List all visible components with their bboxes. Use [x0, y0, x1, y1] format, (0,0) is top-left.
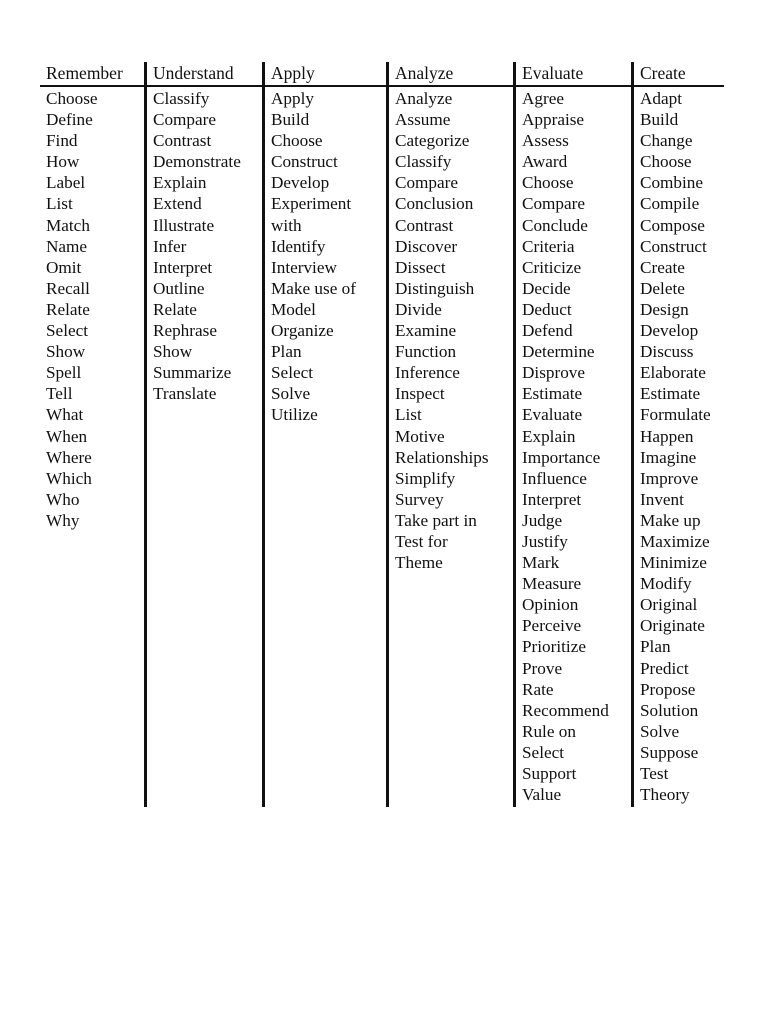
list-item: Estimate	[522, 384, 583, 404]
list-item: Solve	[640, 721, 680, 741]
list-item: Model	[271, 299, 316, 319]
verb-table	[40, 62, 724, 807]
list-item: Build	[271, 110, 310, 130]
list-item: Why	[46, 510, 80, 530]
list-item: Compare	[522, 194, 586, 214]
list-item: How	[46, 152, 80, 172]
list-item: Survey	[395, 489, 444, 509]
list-item: Recall	[46, 278, 90, 298]
list-item: Determine	[522, 342, 595, 362]
list-item: Deduct	[522, 299, 572, 319]
column-separator	[386, 62, 389, 807]
list-item: Outline	[153, 278, 205, 298]
list-item: Who	[46, 489, 80, 509]
list-item: Change	[640, 131, 693, 151]
list-item: Recommend	[522, 700, 609, 720]
column-separator	[631, 62, 634, 807]
list-item: Relate	[46, 299, 90, 319]
list-item: Experiment	[271, 194, 352, 214]
column-list	[46, 88, 98, 531]
list-item: List	[46, 194, 73, 214]
list-item: Make use of	[271, 278, 356, 298]
list-item: Discuss	[640, 342, 694, 362]
list-item: Analyze	[395, 89, 453, 108]
list-item: Create	[640, 257, 685, 277]
list-item: Conclusion	[395, 194, 474, 214]
list-item: Estimate	[640, 384, 701, 404]
list-item: Rule on	[522, 721, 576, 741]
list-item: Function	[395, 342, 457, 362]
list-item: Motive	[395, 426, 445, 446]
list-item: Predict	[640, 658, 689, 678]
list-item: Divide	[395, 299, 442, 319]
list-item: Interpret	[153, 257, 213, 277]
list-item: Interview	[271, 257, 337, 277]
list-item: Choose	[522, 173, 574, 193]
column-separator	[513, 62, 516, 807]
list-item: Value	[522, 785, 562, 805]
list-item: Match	[46, 215, 90, 235]
list-item: Omit	[46, 257, 82, 277]
column-list	[153, 88, 241, 404]
list-item: Modify	[640, 574, 692, 594]
column-evaluate	[513, 62, 631, 807]
list-item: Develop	[640, 321, 699, 341]
list-item: Solution	[640, 700, 699, 720]
list-item: Apply	[271, 89, 314, 108]
list-item: Suppose	[640, 742, 699, 762]
list-item: Identify	[271, 236, 326, 256]
list-item: Support	[522, 764, 577, 783]
list-item: Choose	[640, 152, 692, 172]
list-item: Build	[640, 110, 679, 130]
list-item: Disprove	[522, 363, 586, 383]
list-item: Mark	[522, 553, 560, 573]
column-header: Create	[640, 63, 686, 83]
list-item: Select	[522, 742, 564, 762]
column-list	[640, 88, 711, 805]
list-item: Test	[640, 764, 669, 783]
list-item: Discover	[395, 236, 458, 256]
list-item: Combine	[640, 173, 704, 193]
list-item: Criticize	[522, 257, 582, 277]
list-item: Classify	[153, 89, 210, 108]
list-item: Award	[522, 152, 568, 172]
list-item: Select	[271, 363, 313, 383]
list-item: Define	[46, 110, 93, 130]
column-list	[271, 88, 356, 426]
list-item: Conclude	[522, 215, 588, 235]
list-item: Design	[640, 299, 689, 319]
list-item: Choose	[46, 89, 98, 108]
list-item: Compare	[153, 110, 217, 130]
list-item: Choose	[271, 131, 323, 151]
list-item: Make up	[640, 510, 701, 530]
list-item: List	[395, 405, 422, 425]
list-item: Relate	[153, 299, 197, 319]
list-item: Distinguish	[395, 278, 475, 298]
list-item: Translate	[153, 384, 217, 404]
list-item: Infer	[153, 236, 187, 256]
list-item: Theme	[395, 553, 443, 573]
list-item: Simplify	[395, 468, 456, 488]
list-item: Tell	[46, 384, 73, 404]
list-item: Extend	[153, 194, 202, 214]
list-item: Agree	[522, 89, 564, 108]
list-item: Inference	[395, 363, 460, 383]
list-item: Find	[46, 131, 78, 151]
column-understand	[144, 62, 262, 807]
column-header: Apply	[271, 63, 315, 83]
list-item: Contrast	[395, 215, 454, 235]
list-item: Spell	[46, 363, 82, 383]
list-item: Label	[46, 173, 86, 193]
list-item: Decide	[522, 278, 571, 298]
column-create	[631, 62, 724, 807]
list-item: Classify	[395, 152, 452, 172]
list-item: Compare	[395, 173, 459, 193]
list-item: Rephrase	[153, 321, 217, 341]
list-item: Invent	[640, 489, 684, 509]
list-item: Name	[46, 236, 88, 256]
column-header: Analyze	[395, 63, 454, 83]
column-list	[522, 88, 609, 805]
list-item: Summarize	[153, 363, 232, 383]
list-item: Justify	[522, 531, 568, 551]
list-item: Importance	[522, 447, 601, 467]
list-item: Measure	[522, 574, 582, 594]
list-item: Assume	[395, 110, 451, 130]
list-item: Plan	[271, 342, 302, 362]
list-item: Rate	[522, 679, 554, 699]
list-item: Explain	[522, 426, 576, 446]
list-item: Construct	[271, 152, 338, 172]
list-item: Show	[153, 342, 193, 362]
list-item: Categorize	[395, 131, 470, 151]
column-list	[395, 88, 489, 573]
list-item: Opinion	[522, 595, 579, 615]
list-item: Assess	[522, 131, 569, 151]
list-item: Organize	[271, 321, 334, 341]
list-item: Prioritize	[522, 637, 586, 657]
column-apply	[262, 62, 386, 807]
list-item: Adapt	[640, 89, 683, 108]
list-item: Relationships	[395, 447, 489, 467]
list-item: Prove	[522, 658, 563, 678]
list-item: Which	[46, 468, 92, 488]
list-item: Take part in	[395, 510, 477, 530]
list-item: Perceive	[522, 616, 582, 636]
list-item: Utilize	[271, 405, 318, 425]
list-item: Theory	[640, 785, 690, 805]
list-item: Show	[46, 342, 86, 362]
column-header: Understand	[153, 63, 234, 83]
list-item: Construct	[640, 236, 707, 256]
list-item: Inspect	[395, 384, 445, 404]
list-item: Criteria	[522, 236, 575, 256]
list-item: Judge	[522, 510, 563, 530]
list-item: Illustrate	[153, 215, 215, 235]
list-item: Where	[46, 447, 92, 467]
list-item: Interpret	[522, 489, 582, 509]
list-item: Defend	[522, 321, 573, 341]
list-item: Minimize	[640, 553, 707, 573]
list-item: Maximize	[640, 531, 710, 551]
list-item: Appraise	[522, 110, 585, 130]
list-item: Select	[46, 321, 88, 341]
list-item: Solve	[271, 384, 311, 404]
column-analyze	[386, 62, 513, 807]
column-header: Remember	[46, 63, 123, 83]
list-item: Explain	[153, 173, 207, 193]
list-item: Examine	[395, 321, 457, 341]
list-item: Elaborate	[640, 363, 706, 383]
list-item: What	[46, 405, 84, 425]
list-item: Compile	[640, 194, 700, 214]
list-item: Evaluate	[522, 405, 583, 425]
list-item: Compose	[640, 215, 705, 235]
column-remember	[40, 62, 144, 807]
list-item: Develop	[271, 173, 330, 193]
list-item: Test for	[395, 531, 448, 551]
list-item: Originate	[640, 616, 705, 636]
column-header: Evaluate	[522, 63, 584, 83]
list-item: Original	[640, 595, 698, 615]
list-item: Formulate	[640, 405, 711, 425]
column-separator	[144, 62, 147, 807]
list-item: Delete	[640, 278, 685, 298]
list-item: Plan	[640, 637, 671, 657]
column-separator	[262, 62, 265, 807]
list-item: Improve	[640, 468, 699, 488]
list-item: Happen	[640, 426, 694, 446]
list-item: Contrast	[153, 131, 212, 151]
list-item: Demonstrate	[153, 152, 241, 172]
list-item: Imagine	[640, 447, 697, 467]
list-item: with	[271, 215, 302, 235]
list-item: Dissect	[395, 257, 446, 277]
list-item: Influence	[522, 468, 587, 488]
list-item: When	[46, 426, 88, 446]
list-item: Propose	[640, 679, 696, 699]
